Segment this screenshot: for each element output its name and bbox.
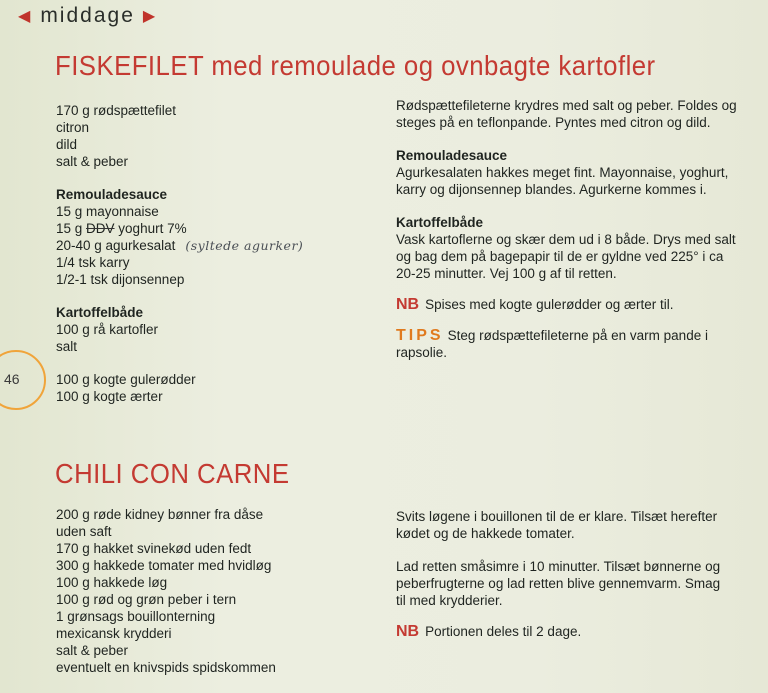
method-line: Rødspættefileterne krydres med salt og peber. Foldes og [396, 98, 737, 113]
page-number: 46 [4, 371, 20, 387]
ingredient-part: 20-40 g agurkesalat [56, 238, 176, 253]
subheading-kartoffelbaade: Kartoffelbåde [56, 305, 144, 320]
recipe1-method [396, 97, 761, 361]
ingredient-line: mexicansk krydderi [56, 626, 172, 641]
method-line: kødet og de hakkede tomater. [396, 526, 575, 541]
subheading-kartoffelbaade: Kartoffelbåde [396, 215, 484, 230]
recipe-title-chili: CHILI CON CARNE [55, 458, 290, 489]
method-line: peberfrugterne og lad retten blive gennemvarm. Smag [396, 576, 721, 591]
recipe2-ingredients [56, 506, 386, 676]
recipe-title-fiskefilet: FISKEFILET med remoulade og ovnbagte kartofler [55, 50, 656, 81]
ingredient-line: dild [56, 137, 78, 152]
ingredient-line-agurkesalat [56, 237, 386, 254]
tips-label: TIPS [396, 327, 444, 344]
tips-text: Steg rødspættefileterne på en varm pande i [447, 328, 708, 343]
ingredient-part: 15 g [56, 221, 87, 236]
nb-label: NB [396, 296, 420, 313]
ingredient-line: 100 g rå kartofler [56, 322, 159, 337]
ingredient-line: 100 g kogte gulerødder [56, 372, 196, 387]
ingredient-line: 1 grønsags bouillonterning [56, 609, 216, 624]
ingredient-line: 200 g røde kidney bønner fra dåse [56, 507, 264, 522]
ingredient-line: eventuelt en knivspids spidskommen [56, 660, 276, 675]
method-line: Agurkesalaten hakkes meget fint. Mayonnaise, yoghurt, [396, 165, 729, 180]
ingredient-part: yoghurt 7% [114, 221, 187, 236]
tips-text-cont: rapsolie. [396, 345, 448, 360]
ingredient-line: 170 g rødspættefilet [56, 103, 177, 118]
ingredient-line: 15 g mayonnaise [56, 204, 159, 219]
ingredient-line: citron [56, 120, 90, 135]
ingredient-line: uden saft [56, 524, 112, 539]
section-header [18, 4, 157, 28]
arrow-left-icon: ◀ [18, 8, 33, 25]
method-line: karry og dijonsennep blandes. Agurkerne kommes i. [396, 182, 707, 197]
subheading-remouladesauce: Remouladesauce [56, 187, 168, 202]
ingredient-line: 100 g hakkede løg [56, 575, 168, 590]
ingredient-line: salt [56, 339, 78, 354]
method-line: steges på en teflonpande. Pyntes med citron og dild. [396, 115, 711, 130]
method-line: Lad retten småsimre i 10 minutter. Tilsæt bønnerne og [396, 559, 721, 574]
arrow-right-icon: ▶ [142, 8, 158, 25]
ingredient-line: salt & peber [56, 154, 129, 169]
ingredient-line: salt & peber [56, 643, 129, 658]
method-line: 20-25 minutter. Vej 100 g af til retten. [396, 266, 617, 281]
ingredient-line-yoghurt [56, 220, 386, 237]
ingredient-line: 1/4 tsk karry [56, 255, 130, 270]
method-line: til med krydderier. [396, 593, 503, 608]
section-label: middage [40, 4, 135, 27]
method-line: og bag dem på bagepapir til de er gyldne ved 225° i ca [396, 249, 724, 264]
ingredient-line: 100 g kogte ærter [56, 389, 163, 404]
nb-label: NB [396, 623, 420, 640]
recipe1-ingredients [56, 102, 386, 405]
method-line: Svits løgene i bouillonen til de er klare. Tilsæt herefter [396, 509, 718, 524]
ingredient-line: 1/2-1 tsk dijonsennep [56, 272, 185, 287]
nb-note [396, 296, 761, 313]
method-line: Vask kartoflerne og skær dem ud i 8 både. Drys med salt [396, 232, 736, 247]
ingredient-line: 100 g rød og grøn peber i tern [56, 592, 237, 607]
nb-note [396, 623, 761, 640]
recipe2-method [396, 508, 761, 640]
subheading-remouladesauce: Remouladesauce [396, 148, 508, 163]
page-number-badge [0, 350, 46, 410]
ingredient-line: 170 g hakket svinekød uden fedt [56, 541, 252, 556]
nb-text: Portionen deles til 2 dage. [425, 624, 582, 639]
handwritten-note: (syltede agurker) [185, 238, 304, 253]
tips-note [396, 327, 761, 344]
struck-brand: DDV [86, 221, 115, 236]
ingredient-line: 300 g hakkede tomater med hvidløg [56, 558, 272, 573]
nb-text: Spises med kogte gulerødder og ærter til. [425, 297, 674, 312]
